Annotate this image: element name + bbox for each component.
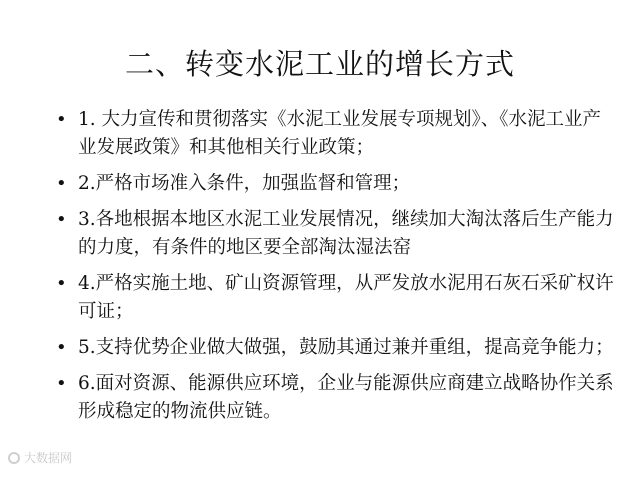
bullet-marker: • bbox=[56, 173, 67, 194]
slide-title: 二、转变水泥工业的增长方式 bbox=[124, 47, 515, 81]
watermark bbox=[8, 449, 72, 466]
bullet-text: 1. 大力宣传和贯彻落实《水泥工业发展专项规划》、《水泥工业产业发展政策》和其他相关行业政策； bbox=[78, 109, 602, 158]
bullet-marker: • bbox=[56, 337, 67, 358]
bullet-marker: • bbox=[56, 373, 67, 394]
bullet-text: 6.面对资源、能源供应环境，企业与能源供应商建立战略协作关系形成稳定的物流供应链。 bbox=[78, 373, 614, 422]
bullet-item-6 bbox=[56, 370, 616, 426]
bullet-item-4 bbox=[56, 270, 616, 326]
bullet-text: 2.严格市场准入条件，加强监督和管理； bbox=[78, 173, 411, 194]
bullet-text: 4.严格实施土地、矿山资源管理，从严发放水泥用石灰石采矿权许可证； bbox=[78, 273, 614, 322]
bullet-text: 3.各地根据本地区水泥工业发展情况，继续加大淘汰落后生产能力的力度，有条件的地区要全部淘汰湿法窑 bbox=[78, 209, 614, 258]
bullet-marker: • bbox=[56, 109, 67, 130]
bullet-list bbox=[56, 106, 616, 434]
bullet-marker: • bbox=[56, 273, 67, 294]
bullet-item-3 bbox=[56, 206, 616, 262]
watermark-text: 大数据网 bbox=[24, 451, 73, 465]
bullet-item-5 bbox=[56, 334, 616, 362]
bullet-item-2 bbox=[56, 170, 616, 198]
bullet-text: 5.支持优势企业做大做强，鼓励其通过兼并重组，提高竞争能力； bbox=[78, 337, 614, 358]
bullet-item-1 bbox=[56, 106, 616, 162]
watermark-logo-icon bbox=[8, 452, 20, 464]
bullet-marker: • bbox=[56, 209, 67, 230]
